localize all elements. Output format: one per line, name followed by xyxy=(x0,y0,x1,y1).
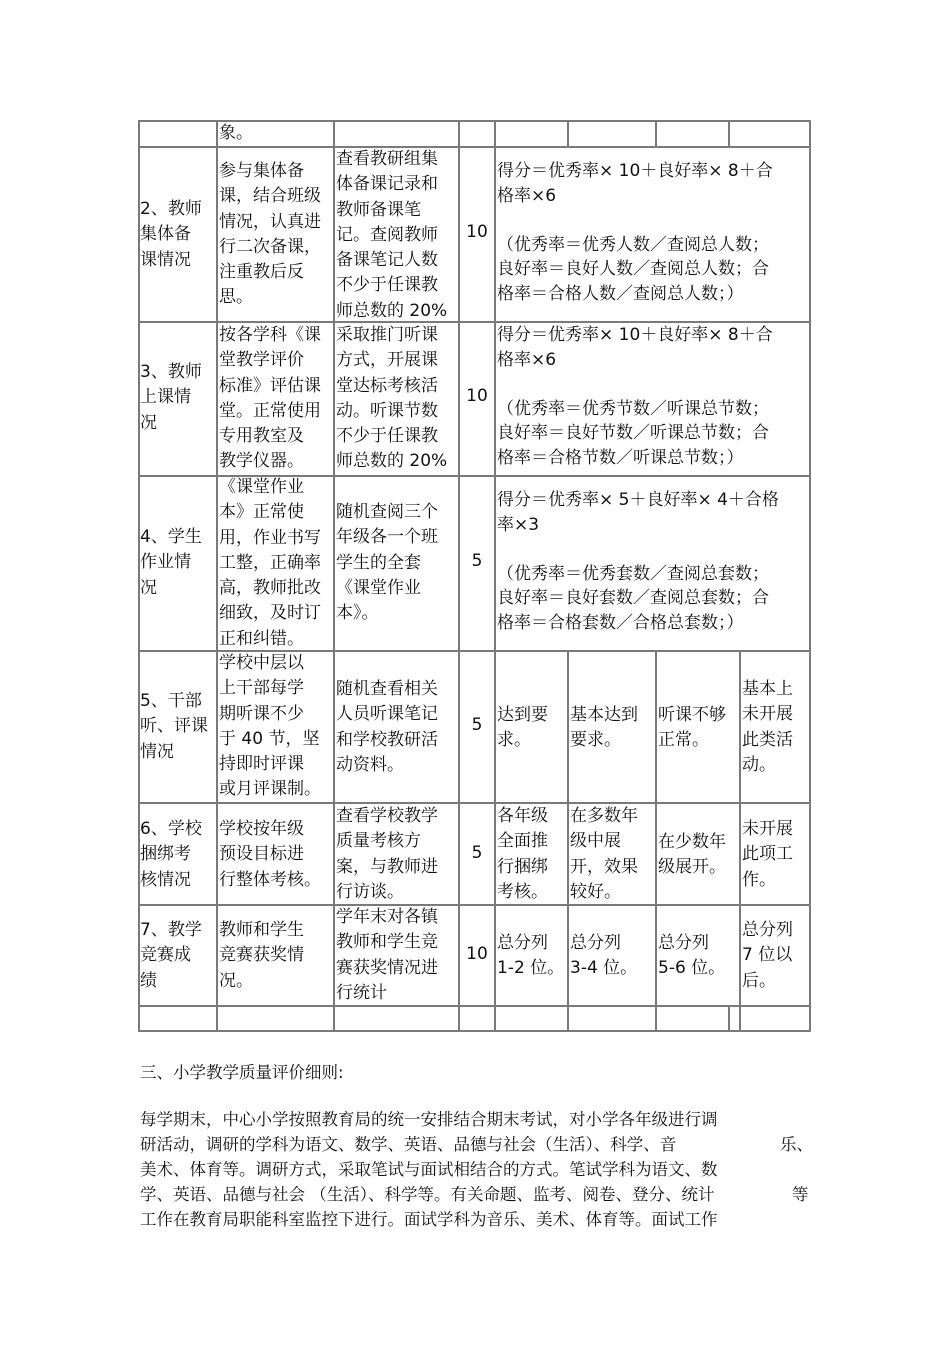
table-cell-item: 7、教学 竞赛成 绩 xyxy=(140,920,202,991)
table-cell-item: 2、教师 集体备 课情况 xyxy=(140,199,202,270)
paragraph-line: 乐、 xyxy=(780,1135,813,1154)
paragraph-line: 美术、体育等。调研方式，采取笔试与面试相结合的方式。笔试学科为语文、数 xyxy=(140,1160,718,1179)
table-cell-points: 10 xyxy=(466,944,488,964)
table-cell-grade-fail: 未开展 此项工 作。 xyxy=(742,819,793,890)
table-cell-content: 参与集体备 课，结合班级 情况，认真进 行二次备课， 注重教后反 思。 xyxy=(219,161,321,308)
table-cell-item: 3、教师 上课情 况 xyxy=(140,362,202,433)
table-cell-content: 学校按年级 预设目标进 行整体考核。 xyxy=(219,819,321,890)
table-border-bottom xyxy=(138,1030,811,1032)
paragraph-line: 研活动，调研的学科为语文、数学、英语、品德与社会（生活）、科学、音 xyxy=(140,1135,677,1154)
table-cell-grade-excellent: 各年级 全面推 行捆绑 考核。 xyxy=(497,806,548,902)
table-cell-method: 随机查阅三个 年级各一个班 学生的全套 《课堂作业 本》。 xyxy=(336,502,438,624)
table-cell-fragment: 象。 xyxy=(219,123,253,143)
table-cell-item: 6、学校 捆绑考 核情况 xyxy=(140,819,202,890)
table-cell-grade-excellent: 达到要 求。 xyxy=(497,705,548,751)
paragraph-line: 学、英语、品德与社会 （生活）、科学等。有关命题、监考、阅卷、登分、统计 xyxy=(140,1185,715,1204)
table-cell-formula: 得分＝优秀率× 10＋良好率× 8＋合 格率×6 （优秀率＝优秀人数／查阅总人数； 良好率＝良好人数／查阅总人数；合 格率＝合格人数／查阅总人数；） xyxy=(497,161,773,304)
table-cell-grade-good: 基本达到 要求。 xyxy=(570,705,638,751)
paragraph-line: 等 xyxy=(792,1185,809,1204)
table-col-divider xyxy=(567,650,569,1032)
table-cell-method: 查看学校教学 质量考核方 案，与教师进 行访谈。 xyxy=(336,806,438,902)
table-col-divider xyxy=(739,1005,741,1032)
table-cell-item: 4、学生 作业情 况 xyxy=(140,527,202,598)
table-row-divider xyxy=(138,146,811,148)
table-cell-method: 随机查看相关 人员听课笔记 和学校教研活 动资料。 xyxy=(336,679,438,775)
table-cell-grade-fail: 总分列 7 位以 后。 xyxy=(742,920,793,991)
table-col-divider xyxy=(655,650,657,1032)
table-cell-method: 采取推门听课 方式，开展课 堂达标考核活 动。听课节数 不少于任课教 师总数的 20% xyxy=(336,325,448,472)
table-col-divider xyxy=(728,1005,730,1032)
table-cell-item: 5、干部 听、评课 情况 xyxy=(140,691,208,762)
table-cell-content: 按各学科《课 堂教学评价 标准》评估课 堂。正常使用 专用教室及 教学仪器。 xyxy=(219,325,321,472)
table-cell-formula: 得分＝优秀率× 10＋良好率× 8＋合 格率×6 （优秀率＝优秀节数／听课总节数； 良好率＝良好节数／听课总节数；合 格率＝合格节数／听课总节数；） xyxy=(497,325,773,468)
table-cell-grade-pass: 听课不够 正常。 xyxy=(658,705,726,751)
table-col-divider xyxy=(728,120,730,148)
table-cell-content: 《课堂作业 本》正常使 用，作业书写 工整，正确率 高，教师批改 细致，及时订 正和纠错。 xyxy=(219,477,321,649)
table-cell-points: 10 xyxy=(466,222,488,242)
table-cell-method: 查看教研组集 体备课记录和 教师备课笔 记。查阅教师 备课笔记人数 不少于任课教 师总数的 20% xyxy=(336,149,448,321)
table-col-divider xyxy=(655,120,657,148)
table-cell-points: 5 xyxy=(471,715,483,735)
table-col-divider xyxy=(333,120,335,1032)
table-cell-grade-pass: 在少数年 级展开。 xyxy=(658,832,726,878)
table-col-divider xyxy=(216,120,218,1032)
table-cell-points: 5 xyxy=(471,843,483,863)
table-cell-points: 5 xyxy=(471,551,483,571)
table-cell-points: 10 xyxy=(466,386,488,406)
table-row-divider xyxy=(138,1005,811,1007)
table-col-divider xyxy=(739,650,741,1007)
paragraph-line: 每学期末，中心小学按照教育局的统一安排结合期末考试，对小学各年级进行调 xyxy=(140,1110,718,1129)
section-heading: 三、小学教学质量评价细则: xyxy=(140,1063,344,1082)
table-cell-grade-good: 在多数年 级中展 开，效果 较好。 xyxy=(570,806,638,902)
table-cell-grade-good: 总分列 3-4 位。 xyxy=(570,933,638,979)
table-cell-content: 学校中层以 上干部每学 期听课不少 于 40 节，坚 持即时评课 或月评课制。 xyxy=(219,653,321,800)
paragraph-line: 工作在教育局职能科室监控下进行。面试学科为音乐、美术、体育等。面试工作 xyxy=(140,1210,718,1229)
table-cell-formula: 得分＝优秀率× 5＋良好率× 4＋合格 率×3 （优秀率＝优秀套数／查阅总套数； 良好率＝良好套数／查阅总套数；合 格率＝合格套数／合格总套数；） xyxy=(497,490,779,633)
table-cell-grade-excellent: 总分列 1-2 位。 xyxy=(497,933,565,979)
table-cell-content: 教师和学生 竞赛获奖情 况。 xyxy=(219,920,304,991)
table-cell-grade-fail: 基本上 未开展 此类活 动。 xyxy=(742,679,793,775)
table-cell-grade-pass: 总分列 5-6 位。 xyxy=(658,933,726,979)
table-col-divider xyxy=(567,120,569,148)
table-row-divider xyxy=(138,904,811,906)
table-col-divider xyxy=(809,120,811,1032)
table-col-divider xyxy=(494,120,496,1032)
table-cell-method: 学年末对各镇 教师和学生竞 赛获奖情况进 行统计 xyxy=(336,907,438,1003)
